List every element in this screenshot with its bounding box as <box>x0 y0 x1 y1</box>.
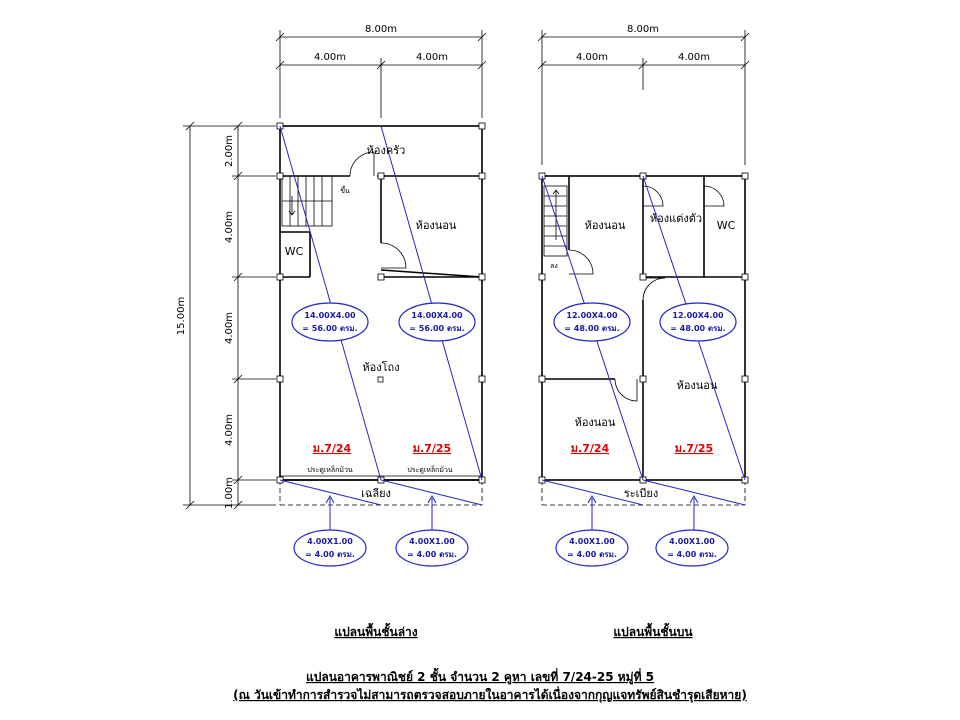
survey-note: (ณ วันเข้าทำการสำรวจไม่สามารถตรวจสอบภายในอาคารได้เนื่องจากกุญแจทรัพย์สินชำรุดเสียหาย) <box>233 688 747 702</box>
upper-total-width-label: 8.00m <box>626 24 660 35</box>
area-total: = 48.00 ตรม. <box>564 324 620 333</box>
area-badge <box>399 303 475 341</box>
balcony-area-badge <box>656 530 728 566</box>
upper-floor-caption: แปลนพื้นชั้นบน <box>613 625 693 639</box>
area-total: = 4.00 ตรม. <box>567 550 617 559</box>
bedroom-label: ห้องนอน <box>574 416 616 429</box>
area-badge <box>292 303 368 341</box>
area-dims: 12.00X4.00 <box>672 311 724 320</box>
rolling-door-label: ประตูเหล็กม้วน <box>407 466 453 474</box>
hall-label: ห้องโถง <box>362 361 400 374</box>
area-total: = 4.00 ตรม. <box>407 550 457 559</box>
upper-top-dimensions <box>538 24 749 165</box>
upper-half-width-label: 4.00m <box>677 52 711 63</box>
terrace-label: เฉลียง <box>361 487 391 500</box>
wc-label: WC <box>284 245 304 258</box>
ground-floor-caption: แปลนพื้นชั้นล่าง <box>334 625 418 639</box>
area-dims: 4.00X1.00 <box>409 537 455 546</box>
balcony-area-badge <box>396 530 468 566</box>
area-total: = 56.00 ตรม. <box>302 324 358 333</box>
ground-depth-2m-label: 2.00m <box>224 134 235 168</box>
area-badge <box>554 303 630 341</box>
area-badge <box>660 303 736 341</box>
ground-depth-1m-label: 1.00m <box>224 476 235 510</box>
area-total: = 4.00 ตรม. <box>667 550 717 559</box>
wc-label: WC <box>716 219 736 232</box>
area-dims: 14.00X4.00 <box>304 311 356 320</box>
ground-total-width-label: 8.00m <box>364 24 398 35</box>
balcony-label: ระเบียง <box>623 487 659 500</box>
ground-half-width-label: 4.00m <box>415 52 449 63</box>
ground-total-depth-label: 15.00m <box>176 296 187 336</box>
area-dims: 4.00X1.00 <box>569 537 615 546</box>
area-dims: 12.00X4.00 <box>566 311 618 320</box>
upper-floor-plan <box>538 24 749 639</box>
bedroom-label: ห้องนอน <box>584 219 626 232</box>
stair-up-label: ขึ้น <box>340 187 350 195</box>
ground-depth-4m-label: 4.00m <box>224 210 235 244</box>
ground-half-width-label: 4.00m <box>313 52 347 63</box>
area-dims: 14.00X4.00 <box>411 311 463 320</box>
area-dims: 4.00X1.00 <box>669 537 715 546</box>
bedroom-label: ห้องนอน <box>676 379 718 392</box>
lot-number-label: ม.7/24 <box>312 442 352 455</box>
dressing-room-label: ห้องแต่งตัว <box>649 212 703 225</box>
area-total: = 4.00 ตรม. <box>305 550 355 559</box>
lot-number-label: ม.7/25 <box>674 442 714 455</box>
lot-number-label: ม.7/24 <box>570 442 610 455</box>
ground-depth-4m-label: 4.00m <box>224 413 235 447</box>
area-total: = 48.00 ตรม. <box>670 324 726 333</box>
area-total: = 56.00 ตรม. <box>409 324 465 333</box>
ground-floor-plan <box>176 24 486 639</box>
lot-number-label: ม.7/25 <box>412 442 452 455</box>
kitchen-label: ห้องครัว <box>366 144 406 157</box>
upper-half-width-label: 4.00m <box>575 52 609 63</box>
ground-left-dimensions <box>176 122 276 509</box>
rolling-door-label: ประตูเหล็กม้วน <box>307 466 353 474</box>
bedroom-label: ห้องนอน <box>415 219 457 232</box>
plan-title: แปลนอาคารพาณิชย์ 2 ชั้น จำนวน 2 คูหา เลขที่ 7/24-25 หมู่ที่ 5 <box>305 670 655 684</box>
ground-depth-4m-label: 4.00m <box>224 311 235 345</box>
area-dims: 4.00X1.00 <box>307 537 353 546</box>
stair-down-label: ลง <box>550 262 558 270</box>
ground-top-dimensions <box>276 24 486 118</box>
balcony-area-badge <box>556 530 628 566</box>
balcony-area-badge <box>294 530 366 566</box>
